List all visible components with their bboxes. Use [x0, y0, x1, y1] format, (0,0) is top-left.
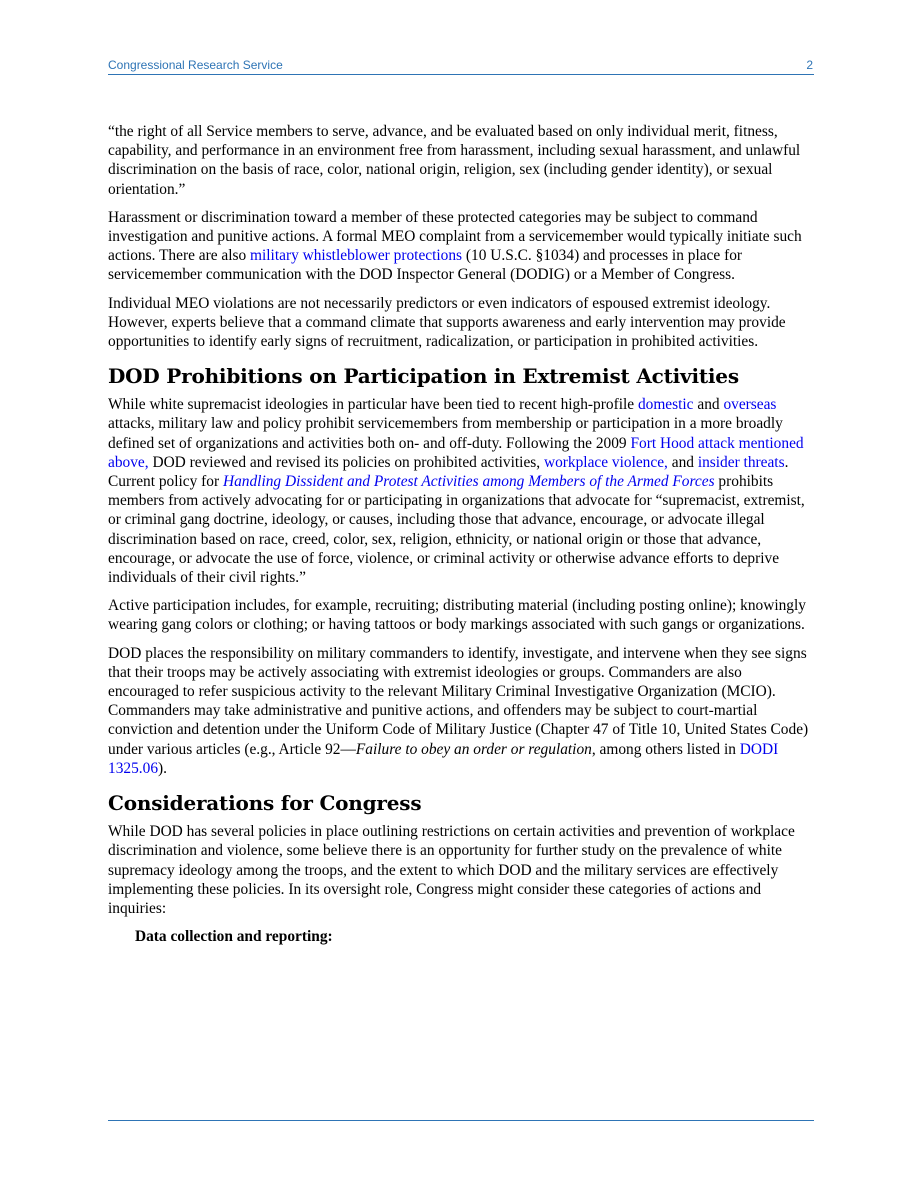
- section-heading-considerations: Considerations for Congress: [108, 791, 422, 816]
- running-header: [108, 58, 814, 74]
- paragraph-text: . Current policy for: [108, 453, 789, 491]
- paragraph-text: and: [693, 396, 724, 414]
- subheading-data-collection: Data collection and reporting:: [135, 928, 333, 946]
- paragraph-text: and: [667, 453, 698, 471]
- paragraph-active-participation: [108, 596, 816, 634]
- paragraph-commanders: [108, 644, 816, 778]
- paragraph-text: , among others listed in: [591, 740, 740, 758]
- paragraph-text: prohibits members from actively advocating for or participating in organizations that advocate for “supremacist, extremist, or criminal gang doctrine, ideology, or causes, including those that advance, encourage, or advocate illegal discrimination based on race, creed, color, sex, religion, ethnicity, or national origin or those that advance, encourage, or advocate the use of force, violence, or criminal activity or otherwise advance efforts to deprive individuals of their civil rights.”: [108, 473, 805, 587]
- paragraph-meo-violations: [108, 294, 816, 352]
- paragraph-prohibitions: [108, 395, 816, 587]
- document-body: [108, 122, 816, 946]
- paragraph-text: attacks, military law and policy prohibit servicemembers from membership or participation in a more broadly defined set of organizations and activities both on- and off-duty. Following the 2009: [108, 415, 783, 452]
- paragraph-text: (10 U.S.C. §1034) and processes in place for servicemember communication with the DOD Inspector General (DODIG) or a Member of Congress.: [108, 247, 743, 284]
- header-source: Congressional Research Service: [108, 58, 283, 72]
- paragraph-text: While white supremacist ideologies in particular have been tied to recent high-profile: [108, 396, 638, 414]
- paragraph-text: DOD places the responsibility on military commanders to identify, investigate, and intervene when they see signs that their troops may be actively associating with extremist ideologies or groups. Commanders are also encouraged to refer suspicious activity to the relevant Military Criminal Investigative Organization (MCIO). Commanders may take administrative and punitive actions, and offenders may be subject to court-martial conviction and detention under the Uniform Code of Military Justice (Chapter 47 of Title 10, United States Code) under various articles (e.g., Article 92—: [108, 644, 809, 758]
- paragraph-text: Active participation includes, for example, recruiting; distributing material (including posting online); knowingly wearing gang colors or clothing; or having tattoos or body markings associated with such gangs or organizations.: [108, 597, 806, 634]
- link-fort-hood[interactable]: Fort Hood attack mentioned above,: [108, 434, 804, 471]
- paragraph-text: DOD reviewed and revised its policies on prohibited activities,: [148, 453, 544, 471]
- paragraph-text: ).: [158, 759, 168, 777]
- paragraph-text: Individual MEO violations are not necessarily predictors or even indicators of espoused extremist ideology. However, experts believe that a command climate that supports awareness and early intervention may provide opportunities to identify early signs of recruitment, radicalization, or participation in prohibited activities.: [108, 294, 786, 351]
- link-dissident-policy[interactable]: Handling Dissident and Protest Activities among Members of the Armed Forces: [222, 473, 715, 491]
- section-heading-prohibitions: DOD Prohibitions on Participation in Extremist Activities: [108, 364, 739, 389]
- paragraph-quote: [108, 122, 816, 199]
- link-insider-threats[interactable]: insider threats: [697, 453, 785, 471]
- link-whistleblower-protections[interactable]: military whistleblower protections: [250, 247, 463, 265]
- paragraph-text: “the right of all Service members to serve, advance, and be evaluated based on only individual merit, fitness, capability, and performance in an environment free from harassment, including sexual harassment, and unlawful discrimination on the basis of race, color, national origin, religion, sex (including gender identity), or sexual orientation.”: [108, 123, 801, 198]
- link-dodi-1325-06[interactable]: DODI 1325.06: [108, 740, 779, 777]
- paragraph-text: While DOD has several policies in place outlining restrictions on certain activities and prevention of workplace discrimination and violence, some believe there is an opportunity for further study on the prevalence of white supremacy ideology among the troops, and the extent to which DOD and the military services are effectively implementing these policies. In its oversight role, Congress might consider these categories of actions and inquiries:: [108, 823, 795, 917]
- link-domestic[interactable]: domestic: [637, 396, 694, 414]
- page-number: 2: [806, 58, 813, 72]
- link-workplace-violence[interactable]: workplace violence,: [543, 453, 668, 471]
- footer-rule: [108, 1120, 814, 1121]
- header-rule: [108, 74, 814, 75]
- italic-article-title: Failure to obey an order or regulation: [355, 740, 592, 758]
- link-overseas[interactable]: overseas: [723, 396, 777, 414]
- paragraph-harassment: [108, 208, 816, 285]
- paragraph-considerations: [108, 822, 816, 918]
- paragraph-text: Harassment or discrimination toward a member of these protected categories may be subject to command investigation and punitive actions. A formal MEO complaint from a servicemember would typically initiate such actions. There are also: [108, 208, 802, 265]
